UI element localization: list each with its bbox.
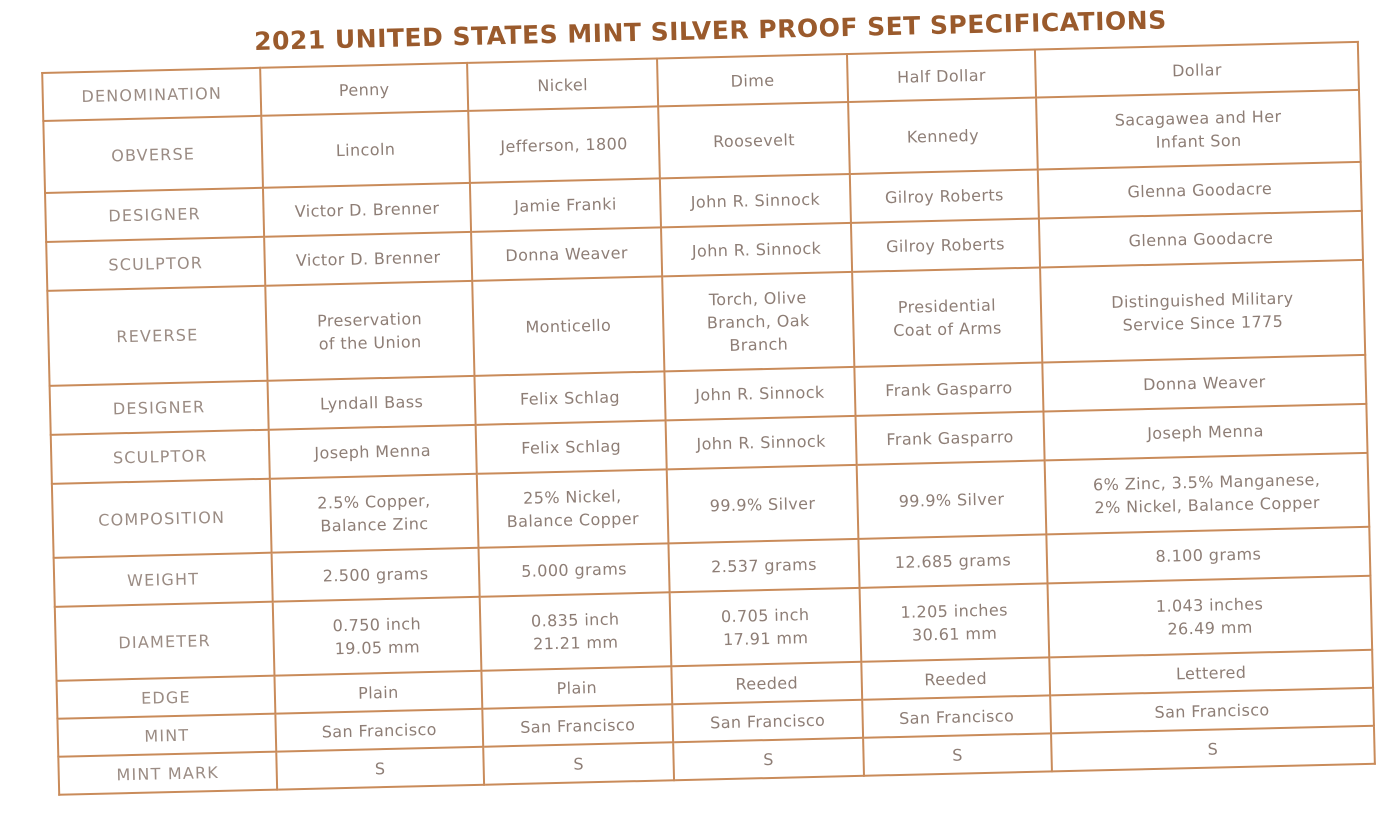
cell-text-line: 99.9% Silver	[709, 493, 816, 515]
cell-text-line: 2% Nickel, Balance Copper	[1094, 492, 1321, 518]
cell-penny	[274, 671, 482, 714]
cell-dollar	[1046, 527, 1370, 584]
cell-text-line: Roosevelt	[712, 129, 796, 151]
cell-dime	[660, 174, 851, 227]
cell-text-line: 30.61 mm	[911, 623, 998, 645]
cell-text-line: Gilroy Roberts	[885, 234, 1006, 257]
spec-card	[40, 0, 1378, 796]
row-label: SCULPTOR	[51, 430, 270, 484]
column-header-dime: Dime	[657, 54, 848, 106]
cell-penny	[265, 281, 474, 381]
cell-text-line: Lincoln	[335, 139, 396, 160]
cell-text-line: 0.750 inch	[332, 614, 422, 636]
cell-dime	[662, 272, 854, 371]
cell-text-line: 2.537 grams	[710, 554, 818, 577]
cell-penny	[270, 474, 479, 553]
cell-half-dollar	[863, 733, 1052, 775]
cell-text-line: Balance Zinc	[320, 513, 429, 536]
cell-text-line: Preservation	[316, 308, 423, 331]
cell-nickel	[471, 227, 662, 280]
cell-text-line: S	[1207, 738, 1219, 759]
cell-text-line: Torch, Olive	[708, 288, 807, 310]
cell-text-line: 26.49 mm	[1167, 617, 1253, 639]
cell-text-line: Sacagawea and Her	[1114, 106, 1282, 130]
cell-text-line: San Francisco	[519, 714, 636, 737]
column-header-nickel: Nickel	[467, 58, 658, 110]
cell-text-line: Monticello	[525, 315, 612, 337]
cell-text-line: Coat of Arms	[892, 317, 1002, 340]
cell-text-line: Branch	[729, 334, 789, 355]
cell-text-line: of the Union	[318, 331, 422, 354]
cell-text-line: John R. Sinnock	[691, 238, 822, 261]
column-header-dollar: Dollar	[1035, 42, 1359, 98]
cell-text-line: Victor D. Brenner	[294, 198, 440, 222]
cell-nickel	[476, 420, 667, 473]
cell-text-line: Donna Weaver	[505, 243, 629, 266]
cell-half-dollar	[860, 583, 1050, 661]
row-label: EDGE	[57, 676, 276, 719]
cell-text-line: Lettered	[1175, 662, 1247, 683]
page-title: 2021 UNITED STATES MINT SILVER PROOF SET SPECIFICATIONS	[253, 5, 1167, 56]
cell-text-line: San Francisco	[321, 719, 438, 742]
cell-text-line: 6% Zinc, 3.5% Manganese,	[1092, 469, 1321, 495]
row-label: MINT MARK	[58, 752, 277, 795]
cell-text-line: 99.9% Silver	[898, 488, 1005, 511]
cell-text-line: San Francisco	[898, 705, 1015, 728]
cell-half-dollar	[850, 170, 1039, 223]
cell-nickel	[477, 469, 669, 547]
cell-half-dollar	[851, 219, 1040, 272]
cell-text-line: Service Since 1775	[1122, 311, 1284, 335]
column-header-penny: Penny	[260, 63, 468, 116]
cell-penny	[273, 597, 482, 676]
cell-dime	[668, 539, 859, 592]
cell-text-line: Reeded	[924, 668, 988, 689]
cell-text-line: John R. Sinnock	[695, 382, 825, 405]
row-label: DESIGNER	[45, 188, 264, 242]
cell-text-line: 17.91 mm	[722, 628, 809, 650]
cell-text-line: Gilroy Roberts	[884, 185, 1004, 208]
cell-text-line: Distinguished Military	[1110, 288, 1294, 312]
cell-text-line: 5.000 grams	[520, 559, 628, 581]
cell-text-line: Jefferson, 1800	[500, 133, 628, 156]
cell-text-line: Branch, Oak	[706, 310, 810, 333]
row-label: DIAMETER	[55, 602, 275, 681]
spec-table-body	[42, 42, 1375, 795]
row-label: DESIGNER	[50, 381, 269, 435]
cell-nickel	[483, 742, 674, 784]
cell-text-line: S	[952, 744, 964, 765]
cell-text-line: Victor D. Brenner	[295, 247, 441, 271]
cell-text-line: 12.685 grams	[894, 550, 1012, 573]
row-label: MINT	[57, 714, 276, 757]
cell-penny	[268, 376, 476, 430]
cell-text-line: Frank Gasparro	[886, 427, 1014, 450]
cell-dime	[664, 367, 855, 420]
cell-dime	[661, 223, 852, 276]
cell-text-line: Glenna Goodacre	[1128, 228, 1274, 251]
cell-penny	[276, 747, 484, 790]
cell-penny	[272, 548, 480, 602]
cell-dime	[667, 465, 859, 543]
cell-text-line: 25% Nickel,	[522, 486, 622, 508]
cell-nickel	[480, 592, 672, 670]
cell-text-line: Frank Gasparro	[885, 378, 1013, 401]
cell-half-dollar	[861, 657, 1050, 699]
cell-text-line: Jamie Franki	[513, 194, 617, 216]
cell-half-dollar	[854, 362, 1043, 415]
cell-text-line: Balance Copper	[506, 509, 640, 532]
cell-penny	[269, 425, 477, 479]
cell-dime	[673, 738, 864, 780]
cell-dollar	[1051, 726, 1375, 772]
cell-dollar	[1036, 90, 1361, 170]
cell-dime	[670, 588, 862, 666]
cell-text-line: Kennedy	[906, 125, 980, 147]
cell-dollar	[1043, 404, 1367, 461]
cell-half-dollar	[852, 268, 1042, 367]
cell-text-line: Infant Son	[1155, 130, 1242, 152]
cell-nickel	[468, 106, 660, 182]
cell-text-line: 1.043 inches	[1155, 594, 1264, 616]
cell-text-line: Joseph Menna	[1146, 421, 1264, 444]
row-label: WEIGHT	[54, 553, 273, 607]
cell-nickel	[479, 543, 670, 596]
spec-table	[41, 41, 1376, 796]
cell-dollar	[1040, 260, 1365, 363]
cell-dollar	[1038, 162, 1362, 219]
row-label: OBVERSE	[43, 116, 263, 193]
cell-nickel	[470, 178, 661, 231]
cell-text-line: Felix Schlag	[519, 387, 621, 409]
row-label: COMPOSITION	[52, 479, 272, 558]
cell-text-line: S	[763, 749, 775, 769]
cell-half-dollar	[848, 98, 1038, 174]
cell-text-line: John R. Sinnock	[696, 431, 826, 454]
cell-text-line: 2.5% Copper,	[317, 490, 431, 513]
cell-penny	[264, 232, 472, 286]
row-label: REVERSE	[47, 286, 267, 386]
cell-half-dollar	[856, 411, 1045, 464]
cell-nickel	[472, 276, 664, 375]
cell-nickel	[474, 371, 665, 424]
cell-penny	[263, 183, 471, 237]
cell-text-line: Plain	[556, 677, 598, 698]
cell-half-dollar	[857, 460, 1047, 538]
cell-half-dollar	[862, 695, 1051, 737]
cell-nickel	[482, 704, 673, 746]
cell-half-dollar	[858, 534, 1047, 587]
cell-dime	[672, 700, 863, 742]
cell-text-line: S	[573, 753, 585, 774]
cell-text-line: Joseph Menna	[314, 440, 432, 463]
cell-nickel	[481, 666, 672, 708]
cell-dollar	[1039, 211, 1363, 268]
cell-penny	[275, 709, 483, 752]
cell-text-line: S	[374, 758, 386, 778]
cell-text-line: Lyndall Bass	[319, 392, 424, 414]
cell-text-line: John R. Sinnock	[690, 189, 821, 212]
cell-text-line: Presidential	[897, 295, 997, 317]
row-label-denomination: DENOMINATION	[42, 68, 261, 121]
cell-text-line: 2.500 grams	[322, 564, 429, 586]
cell-text-line: Felix Schlag	[520, 436, 622, 458]
cell-dollar	[1048, 576, 1373, 658]
cell-dime	[671, 662, 862, 704]
row-label: SCULPTOR	[46, 237, 265, 291]
cell-text-line: Reeded	[735, 672, 799, 694]
cell-text-line: Glenna Goodacre	[1127, 179, 1273, 202]
cell-penny	[261, 111, 470, 188]
cell-text-line: 0.705 inch	[720, 605, 810, 627]
cell-text-line: 21.21 mm	[532, 632, 619, 654]
cell-text-line: Plain	[357, 682, 399, 703]
cell-text-line: 19.05 mm	[334, 637, 421, 659]
cell-text-line: Donna Weaver	[1142, 372, 1266, 395]
cell-dollar	[1045, 453, 1370, 535]
cell-dollar	[1042, 355, 1366, 412]
cell-text-line: 8.100 grams	[1155, 544, 1262, 566]
column-header-half-dollar: Half Dollar	[847, 50, 1036, 102]
cell-text-line: 0.835 inch	[530, 609, 620, 631]
cell-dime	[658, 102, 850, 178]
cell-dime	[666, 416, 857, 469]
cell-text-line: San Francisco	[1154, 699, 1270, 722]
cell-text-line: 1.205 inches	[900, 600, 1009, 622]
cell-text-line: San Francisco	[709, 710, 826, 732]
